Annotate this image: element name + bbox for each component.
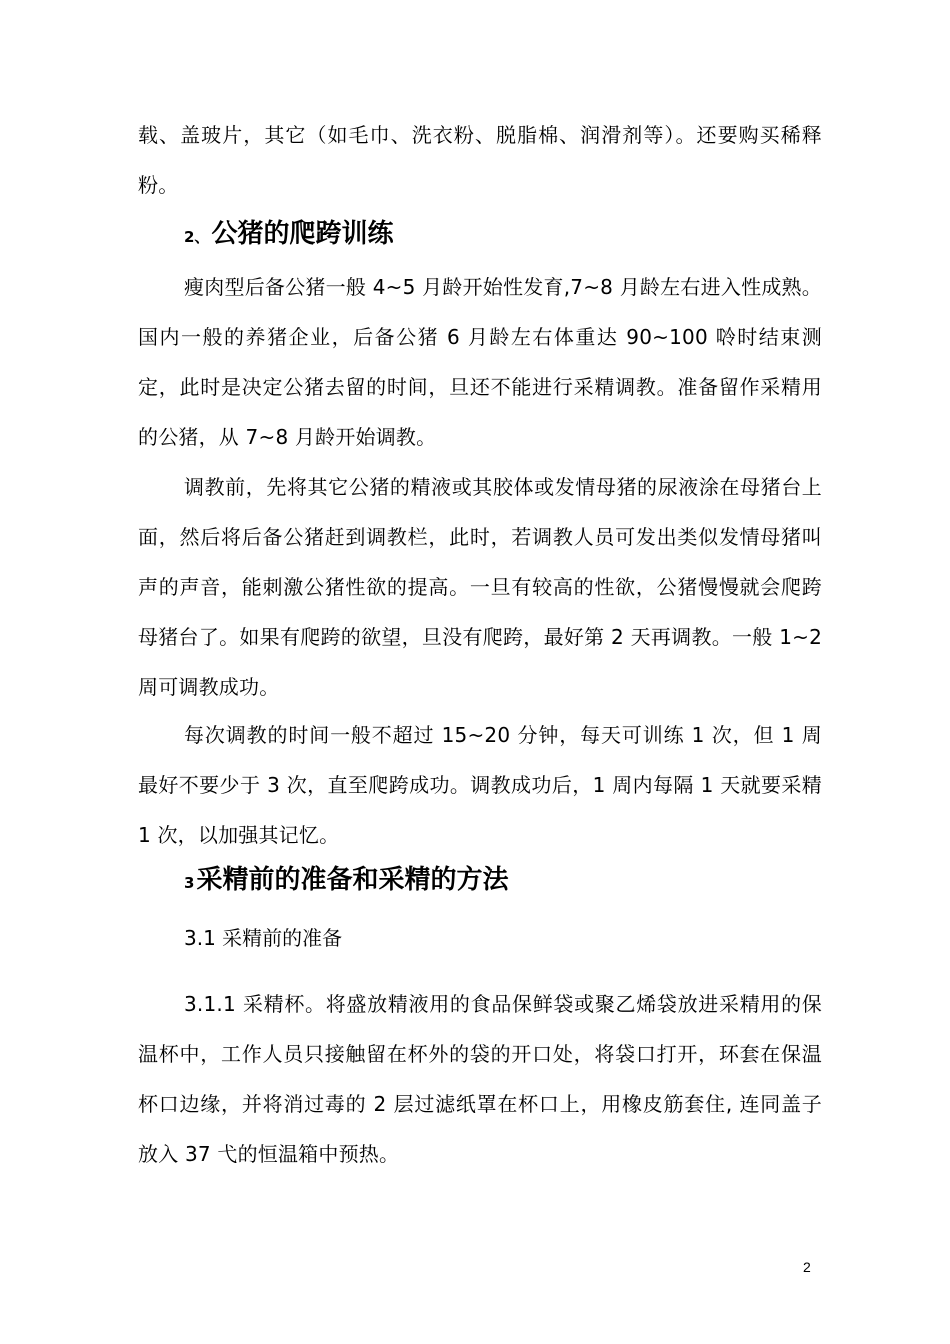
paragraph-training-frequency: 每次调教的时间一般不超过 15~20 分钟，每天可训练 1 次，但 1 周最好不要少于 3 次，直至爬跨成功。调教成功后，1 周内每隔 1 天就要采精 1 次，以加强其记忆。 — [138, 723, 822, 847]
subsection-heading-3-1: 3.1 采精前的准备 — [184, 926, 343, 950]
section-number-2: 2、 — [184, 228, 210, 246]
page-number: 2 — [803, 1259, 811, 1275]
paragraph-training-onset: 瘦肉型后备公猪一般 4~5 月龄开始性发育,7~8 月龄左右进入性成熟。国内一般的养猪企业，后备公猪 6 月龄左右体重达 90~100 唥时结束测定，此时是决定公猪去留的时间，旦还不能进行采精调教。准备留作采精用的公猪，从 7~8 月龄开始调教。 — [138, 275, 822, 449]
paragraph-training-method: 调教前，先将其它公猪的精液或其胶体或发情母猪的尿液涂在母猪台上面，然后将后备公猪赶到调教栏，此时，若调教人员可发出类似发情母猪叫声的声音，能刺激公猪性欲的提高。一旦有较高的性欲，公猪慢慢就会爬跨母猪台了。如果有爬跨的欲望，旦没有爬跨，最好第 2 天再调教。一般 1~2 周可调教成功。 — [138, 475, 822, 699]
section-heading-2 — [184, 214, 393, 257]
section-heading-3 — [184, 860, 508, 903]
section-title-2: 公猪的爬跨训练 — [211, 219, 394, 249]
section-title-3: 采精前的准备和采精的方法 — [196, 865, 509, 895]
section-number-3: 3 — [184, 874, 195, 892]
paragraph-collection-cup: 3.1.1 采精杯。将盛放精液用的食品保鲜袋或聚乙烯袋放进采精用的保温杯中，工作人员只接触留在杯外的袋的开口处，将袋口打开，环套在保温杯口边缘，并将消过毒的 2 层过滤纸罩在杯口上，用橡皮筋套住, 连同盖子放入 37 弋的恒温箱中预热。 — [138, 992, 822, 1166]
paragraph-continued: 载、盖玻片，其它（如毛巾、洗衣粉、脱脂棉、润滑剂等）。还要购买稀释粉。 — [138, 123, 822, 197]
